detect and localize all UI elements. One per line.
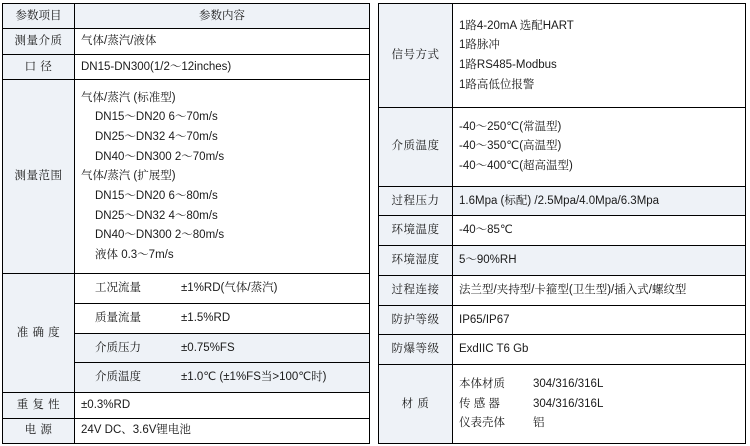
table-row-diameter bbox=[3, 54, 370, 79]
medium-temperature-line-1: -40～250℃(常温型) bbox=[459, 120, 562, 133]
row-value-explosion-rating: ExdIIC T6 Gb bbox=[453, 335, 746, 365]
left-spec-table bbox=[2, 3, 370, 444]
row-label-protection-rating: 防护等级 bbox=[379, 305, 453, 335]
header-cell-parameter: 参数项目 bbox=[3, 4, 75, 29]
row-value-repeatability: ±0.3%RD bbox=[75, 393, 370, 418]
accuracy-item-medium-temperature bbox=[75, 363, 370, 393]
signal-line-3: 1路RS485-Modbus bbox=[459, 58, 557, 71]
range-group1-title: 气体/蒸汽 (标准型) bbox=[81, 91, 176, 104]
row-label-range: 测量范围 bbox=[3, 80, 75, 274]
range-group1-line-1: DN15～DN20 6～70m/s bbox=[95, 111, 218, 124]
range-group2-line-3: DN40～DN300 2～80m/s bbox=[95, 229, 225, 242]
material-value-housing: 铝 bbox=[533, 417, 545, 430]
row-label-medium-temperature: 介质温度 bbox=[379, 107, 453, 186]
material-key-body: 本体材质 bbox=[459, 377, 505, 390]
material-item-sensor bbox=[459, 396, 739, 413]
accuracy-value-mass-flow: ±1.5%RD bbox=[181, 312, 231, 325]
row-value-protection-rating: IP65/IP67 bbox=[453, 305, 746, 335]
accuracy-value-medium-pressure: ±0.75%FS bbox=[181, 341, 235, 354]
row-label-ambient-temperature: 环境温度 bbox=[379, 216, 453, 246]
accuracy-item-mass-flow bbox=[75, 304, 370, 334]
table-row-signal bbox=[379, 4, 746, 108]
table-row-protection-rating bbox=[379, 305, 746, 335]
accuracy-item-working-flow bbox=[75, 274, 370, 304]
row-value-medium: 气体/蒸汽/液体 bbox=[75, 29, 370, 54]
table-row-process-connection bbox=[379, 275, 746, 305]
row-value-signal bbox=[453, 4, 746, 108]
row-label-medium: 测量介质 bbox=[3, 29, 75, 54]
row-value-medium-temperature bbox=[453, 107, 746, 186]
row-value-power: 24V DC、3.6V锂电池 bbox=[75, 418, 370, 443]
table-row-power bbox=[3, 418, 370, 443]
table-row-repeatability bbox=[3, 393, 370, 418]
accuracy-key-medium-pressure: 介质压力 bbox=[95, 341, 141, 354]
table-row-ambient-humidity bbox=[379, 246, 746, 276]
range-group2-line-2: DN25～DN32 4～80m/s bbox=[95, 209, 218, 222]
row-label-repeatability: 重 复 性 bbox=[3, 393, 75, 418]
material-value-sensor: 304/316/316L bbox=[533, 397, 604, 410]
range-group2-title: 气体/蒸汽 (扩展型) bbox=[81, 170, 176, 183]
material-value-body: 304/316/316L bbox=[533, 377, 604, 390]
range-liquid-line: 液体 0.3～7m/s bbox=[95, 249, 174, 262]
table-row-header bbox=[3, 4, 370, 29]
accuracy-value-working-flow: ±1%RD(气体/蒸汽) bbox=[181, 282, 278, 295]
table-row-medium-temperature bbox=[379, 107, 746, 186]
table-row-accuracy-1 bbox=[3, 274, 370, 304]
range-group2-line-1: DN15～DN20 6～80m/s bbox=[95, 190, 218, 203]
row-value-process-pressure: 1.6Mpa (标配) /2.5Mpa/4.0Mpa/6.3Mpa bbox=[453, 186, 746, 216]
row-label-explosion-rating: 防爆等级 bbox=[379, 335, 453, 365]
signal-line-2: 1路脉冲 bbox=[459, 39, 500, 52]
material-item-body bbox=[459, 376, 739, 393]
signal-line-4: 1路高低位报警 bbox=[459, 78, 535, 91]
row-value-range bbox=[75, 80, 370, 274]
row-label-process-connection: 过程连接 bbox=[379, 275, 453, 305]
row-label-material: 材 质 bbox=[379, 364, 453, 443]
table-row-ambient-temperature bbox=[379, 216, 746, 246]
table-row-material bbox=[379, 364, 746, 443]
row-label-signal: 信号方式 bbox=[379, 4, 453, 108]
accuracy-key-mass-flow: 质量流量 bbox=[95, 312, 141, 325]
table-row-explosion-rating bbox=[379, 335, 746, 365]
header-cell-content: 参数内容 bbox=[75, 4, 370, 29]
accuracy-key-working-flow: 工况流量 bbox=[95, 282, 141, 295]
material-item-housing bbox=[459, 415, 739, 432]
row-value-process-connection: 法兰型/夹持型/卡箍型(卫生型)/插入式/螺纹型 bbox=[453, 275, 746, 305]
signal-line-1: 1路4-20mA 选配HART bbox=[459, 19, 574, 32]
table-row-range bbox=[3, 80, 370, 274]
material-key-housing: 仪表壳体 bbox=[459, 417, 505, 430]
material-key-sensor: 传 感 器 bbox=[459, 397, 500, 410]
range-group1-line-3: DN40～DN300 2～70m/s bbox=[95, 150, 225, 163]
row-label-accuracy: 准 确 度 bbox=[3, 274, 75, 393]
row-label-diameter: 口 径 bbox=[3, 54, 75, 79]
row-value-ambient-temperature: -40～85℃ bbox=[453, 216, 746, 246]
table-row-process-pressure bbox=[379, 186, 746, 216]
row-value-ambient-humidity: 5～90%RH bbox=[453, 246, 746, 276]
medium-temperature-line-3: -40～400℃(超高温型) bbox=[459, 160, 573, 173]
range-group1-line-2: DN25～DN32 4～70m/s bbox=[95, 131, 218, 144]
accuracy-key-medium-temperature: 介质温度 bbox=[95, 371, 141, 384]
medium-temperature-line-2: -40～350℃(高温型) bbox=[459, 140, 562, 153]
row-label-ambient-humidity: 环境湿度 bbox=[379, 246, 453, 276]
table-row-medium bbox=[3, 29, 370, 54]
row-label-power: 电 源 bbox=[3, 418, 75, 443]
accuracy-value-medium-temperature: ±1.0℃ (±1%FS当>100℃时) bbox=[181, 371, 327, 384]
row-label-process-pressure: 过程压力 bbox=[379, 186, 453, 216]
right-spec-table bbox=[378, 3, 746, 444]
row-value-diameter: DN15-DN300(1/2～12inches) bbox=[75, 54, 370, 79]
row-value-material bbox=[453, 364, 746, 443]
accuracy-item-medium-pressure bbox=[75, 333, 370, 363]
